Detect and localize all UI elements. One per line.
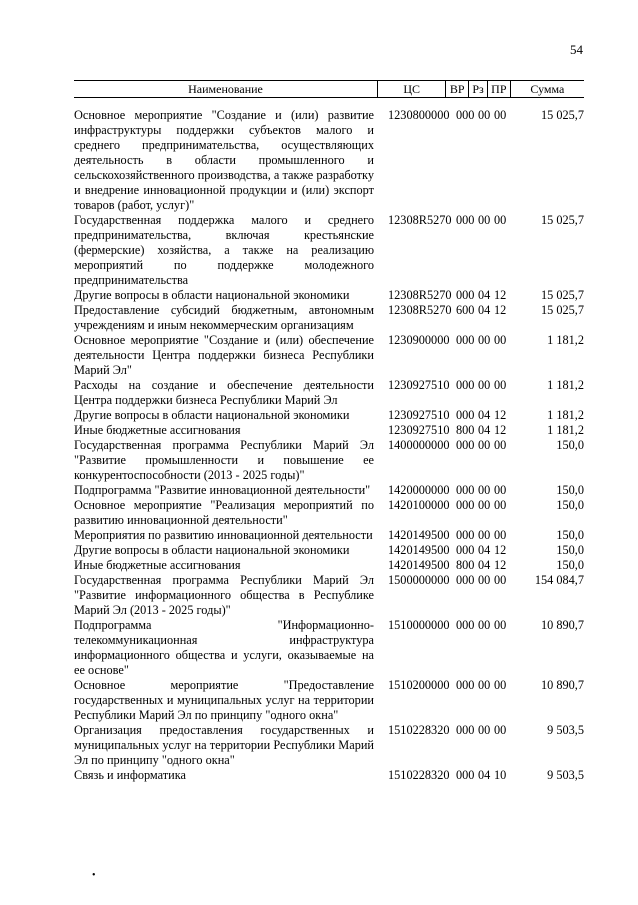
header-name: Наименование	[188, 82, 263, 96]
header-cs: ЦС	[377, 81, 445, 97]
row-pr: 00	[494, 333, 507, 347]
row-name: Основное мероприятие "Создание и (или) обеспечение деятельности Центра поддержки бизнеса Республики Марий Эл"	[74, 333, 374, 377]
row-cs: 12308R5270	[388, 303, 452, 317]
row-vr: 000	[456, 678, 475, 692]
row-sum: 150,0	[556, 528, 584, 542]
row-cs: 1420100000	[388, 498, 450, 512]
row-vr: 600	[456, 303, 475, 317]
row-name: Мероприятия по развитию инновационной деятельности	[74, 528, 373, 542]
table-row	[74, 423, 584, 438]
table-row	[74, 558, 584, 573]
row-vr: 000	[456, 528, 475, 542]
row-pr: 00	[494, 678, 507, 692]
row-vr: 000	[456, 333, 475, 347]
row-cs: 1420149500	[388, 543, 450, 557]
row-name: Расходы на создание и обеспечение деятельности Центра поддержки бизнеса Республики Марий Эл	[74, 378, 374, 407]
row-cs: 1230927510	[388, 378, 450, 392]
row-pr: 00	[494, 483, 507, 497]
row-sum: 15 025,7	[540, 213, 584, 227]
table-body	[74, 108, 584, 783]
row-sum: 150,0	[556, 558, 584, 572]
header-vr: ВР	[445, 81, 468, 97]
table-header	[74, 80, 584, 98]
row-vr: 000	[456, 378, 475, 392]
row-rz: 00	[478, 678, 491, 692]
row-pr: 12	[494, 303, 507, 317]
row-vr: 000	[456, 288, 475, 302]
row-vr: 800	[456, 558, 475, 572]
row-sum: 10 890,7	[540, 618, 584, 632]
row-vr: 000	[456, 618, 475, 632]
table-row	[74, 378, 584, 408]
row-cs: 1420000000	[388, 483, 450, 497]
table-row	[74, 408, 584, 423]
row-name: Иные бюджетные ассигнования	[74, 423, 241, 437]
row-vr: 000	[456, 213, 475, 227]
row-rz: 04	[478, 423, 491, 437]
row-pr: 12	[494, 408, 507, 422]
row-name: Предоставление субсидий бюджетным, автономным учреждениям и иным некоммерческим организациям	[74, 303, 374, 332]
row-rz: 00	[478, 438, 491, 452]
row-sum: 9 503,5	[547, 723, 584, 737]
row-cs: 12308R5270	[388, 288, 452, 302]
row-rz: 04	[478, 558, 491, 572]
row-cs: 1510228320	[388, 768, 450, 782]
row-pr: 00	[494, 723, 507, 737]
table-row	[74, 438, 584, 483]
row-sum: 150,0	[556, 543, 584, 557]
row-vr: 000	[456, 498, 475, 512]
row-vr: 000	[456, 483, 475, 497]
row-pr: 00	[494, 498, 507, 512]
row-sum: 1 181,2	[547, 378, 584, 392]
row-vr: 000	[456, 723, 475, 737]
header-rz: Рз	[468, 81, 487, 97]
row-pr: 12	[494, 423, 507, 437]
row-sum: 150,0	[556, 483, 584, 497]
row-name: Подпрограмма "Информационно-телекоммуникационная инфраструктура информационного общества и услуги, оказываемые на ее основе"	[74, 618, 374, 677]
row-pr: 00	[494, 378, 507, 392]
page-number: 54	[570, 42, 583, 57]
row-rz: 04	[478, 543, 491, 557]
row-sum: 150,0	[556, 438, 584, 452]
table-row	[74, 498, 584, 528]
row-cs: 1420149500	[388, 558, 450, 572]
table-row	[74, 483, 584, 498]
row-rz: 00	[478, 213, 491, 227]
row-sum: 10 890,7	[540, 678, 584, 692]
row-rz: 00	[478, 108, 491, 122]
row-sum: 1 181,2	[547, 423, 584, 437]
row-name: Основное мероприятие "Создание и (или) развитие инфраструктуры поддержки субъектов малого и среднего предпринимательства, осуществляющих деятельность в области промышленного и сельскохозяйственного производства, а также разработку и внедрение инновационной продукции и (или) экспорт товаров (работ, услуг)"	[74, 108, 374, 212]
row-pr: 00	[494, 438, 507, 452]
row-rz: 00	[478, 498, 491, 512]
row-cs: 1230927510	[388, 408, 450, 422]
row-cs: 1400000000	[388, 438, 450, 452]
table-row	[74, 528, 584, 543]
row-rz: 00	[478, 573, 491, 587]
header-pr: ПР	[487, 81, 510, 97]
row-name: Государственная программа Республики Марий Эл "Развитие промышленности и повышение ее конкурентоспособности (2013 - 2025 годы)"	[74, 438, 374, 482]
header-sum: Сумма	[510, 81, 584, 97]
row-rz: 00	[478, 723, 491, 737]
row-sum: 1 181,2	[547, 408, 584, 422]
row-cs: 1510228320	[388, 723, 450, 737]
row-cs: 1500000000	[388, 573, 450, 587]
row-pr: 00	[494, 573, 507, 587]
row-cs: 12308R5270	[388, 213, 452, 227]
row-vr: 000	[456, 408, 475, 422]
row-pr: 12	[494, 288, 507, 302]
table-row	[74, 618, 584, 678]
row-cs: 1510000000	[388, 618, 450, 632]
row-rz: 00	[478, 618, 491, 632]
row-vr: 000	[456, 768, 475, 782]
row-name: Подпрограмма "Развитие инновационной деятельности"	[74, 483, 371, 497]
row-vr: 800	[456, 423, 475, 437]
row-vr: 000	[456, 438, 475, 452]
row-cs: 1420149500	[388, 528, 450, 542]
row-name: Основное мероприятие "Предоставление государственных и муниципальных услуг на территории Республики Марий Эл по принципу "одного окна"	[74, 678, 374, 722]
row-sum: 15 025,7	[540, 108, 584, 122]
row-sum: 9 503,5	[547, 768, 584, 782]
table-row	[74, 768, 584, 783]
row-rz: 00	[478, 378, 491, 392]
row-name: Государственная программа Республики Марий Эл "Развитие информационного общества в Республике Марий Эл (2013 - 2025 годы)"	[74, 573, 374, 617]
table-row	[74, 303, 584, 333]
budget-table	[74, 80, 584, 783]
row-name: Иные бюджетные ассигнования	[74, 558, 241, 572]
table-row	[74, 333, 584, 378]
row-cs: 1230927510	[388, 423, 450, 437]
row-name: Государственная поддержка малого и среднего предпринимательства, включая крестьянские (фермерские) хозяйства, а также на реализацию мероприятий по поддержке молодежного предпринимательства	[74, 213, 374, 287]
row-cs: 1230800000	[388, 108, 450, 122]
row-cs: 1510200000	[388, 678, 450, 692]
row-rz: 04	[478, 768, 491, 782]
row-pr: 00	[494, 528, 507, 542]
row-name: Организация предоставления государственных и муниципальных услуг на территории Республики Марий Эл по принципу "одного окна"	[74, 723, 374, 767]
row-sum: 154 084,7	[534, 573, 584, 587]
table-row	[74, 108, 584, 213]
row-sum: 15 025,7	[540, 303, 584, 317]
row-name: Основное мероприятие "Реализация мероприятий по развитию инновационной деятельности"	[74, 498, 374, 527]
row-name: Другие вопросы в области национальной экономики	[74, 288, 350, 302]
table-row	[74, 573, 584, 618]
row-name: Связь и информатика	[74, 768, 186, 782]
table-row	[74, 213, 584, 288]
row-pr: 00	[494, 213, 507, 227]
row-pr: 00	[494, 618, 507, 632]
table-row	[74, 288, 584, 303]
table-row	[74, 543, 584, 558]
row-name: Другие вопросы в области национальной экономики	[74, 408, 350, 422]
row-sum: 1 181,2	[547, 333, 584, 347]
row-rz: 00	[478, 483, 491, 497]
scan-speck: •	[92, 870, 96, 881]
row-name: Другие вопросы в области национальной экономики	[74, 543, 350, 557]
row-rz: 00	[478, 528, 491, 542]
row-sum: 15 025,7	[540, 288, 584, 302]
row-rz: 00	[478, 333, 491, 347]
row-vr: 000	[456, 108, 475, 122]
row-vr: 000	[456, 573, 475, 587]
row-pr: 12	[494, 558, 507, 572]
row-pr: 12	[494, 543, 507, 557]
row-rz: 04	[478, 303, 491, 317]
table-row	[74, 678, 584, 723]
row-rz: 04	[478, 408, 491, 422]
row-vr: 000	[456, 543, 475, 557]
row-pr: 10	[494, 768, 507, 782]
row-pr: 00	[494, 108, 507, 122]
row-sum: 150,0	[556, 498, 584, 512]
table-row	[74, 723, 584, 768]
row-rz: 04	[478, 288, 491, 302]
row-cs: 1230900000	[388, 333, 450, 347]
